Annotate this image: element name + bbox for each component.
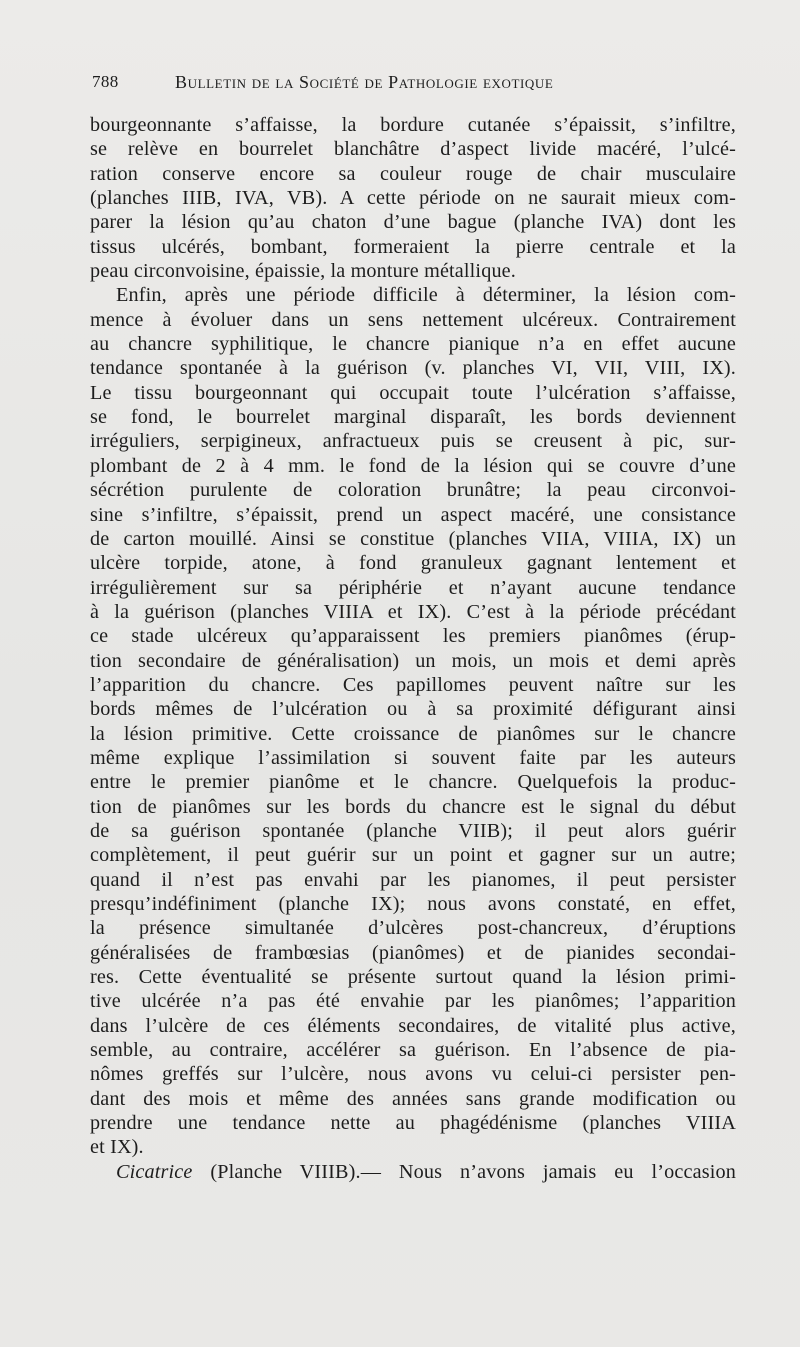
text-line: Enfin, après une période difficile à déterminer, la lésion com- [116, 284, 736, 307]
text-line: entre le premier pianôme et le chancre. Quelquefois la produc- [90, 771, 736, 794]
text-line: tendance spontanée à la guérison (v. planches VI, VII, VIII, IX). [90, 357, 736, 380]
text-line: (planches IIIB, IVA, VB). A cette période on ne saurait mieux com- [90, 187, 736, 210]
text-line: tissus ulcérés, bombant, formeraient la pierre centrale et la [90, 235, 736, 258]
text-line: semble, au contraire, accélérer sa guérison. En l’absence de pia- [90, 1039, 736, 1062]
text-line: plombant de 2 à 4 mm. le fond de la lésion qui se couvre d’une [90, 454, 736, 477]
text-line: au chancre syphilitique, le chancre pianique n’a en effet aucune [90, 333, 736, 356]
page-number: 788 [92, 72, 119, 91]
text-line: complètement, il peut guérir sur un point et gagner sur un autre; [90, 844, 736, 867]
text-line: tion de pianômes sur les bords du chancre est le signal du début [90, 795, 736, 818]
text-line: la lésion primitive. Cette croissance de pianômes sur le chancre [90, 722, 736, 745]
running-title: Bulletin de la Société de Pathologie exotique [175, 72, 554, 92]
text-line: nômes greffés sur l’ulcère, nous avons vu celui-ci persister pen- [90, 1063, 736, 1086]
text-line: dans l’ulcère de ces éléments secondaires, de vitalité plus active, [90, 1014, 736, 1037]
section-heading-cicatrice: Cicatrice [116, 1160, 193, 1183]
text-line: parer la lésion qu’au chaton d’une bague (planche IVA) dont les [90, 211, 736, 234]
text-line: ce stade ulcéreux qu’apparaissent les premiers pianômes (érup- [90, 625, 736, 648]
page-header [92, 72, 742, 100]
text-line: tive ulcérée n’a pas été envahie par les pianômes; l’apparition [90, 990, 736, 1013]
text-line: se fond, le bourrelet marginal disparaît, les bords deviennent [90, 406, 736, 429]
text-line: irrégulièrement sur sa périphérie et n’ayant aucune tendance [90, 576, 736, 599]
text-line: res. Cette éventualité se présente surtout quand la lésion primi- [90, 966, 736, 989]
text-line: quand il n’est pas envahi par les pianomes, il peut persister [90, 868, 736, 891]
text-line: prendre une tendance nette au phagédénisme (planches VIIIA [90, 1112, 736, 1135]
text-line: ration conserve encore sa couleur rouge de chair musculaire [90, 162, 736, 185]
text-line: même explique l’assimilation si souvent faite par les auteurs [90, 746, 736, 769]
text-line: ulcère torpide, atone, à fond granuleux gagnant lentement et [90, 552, 736, 575]
text-line [90, 1160, 736, 1184]
text-line: se relève en bourrelet blanchâtre d’aspect livide macéré, l’ulcé- [90, 138, 736, 161]
text-line-rest: (Planche VIIIB).— Nous n’avons jamais eu l’occasion [192, 1160, 736, 1183]
text-line: bords mêmes de l’ulcération ou à sa proximité défigurant ainsi [90, 698, 736, 721]
text-line: tion secondaire de généralisation) un mois, un mois et demi après [90, 649, 736, 672]
text-line: bourgeonnante s’affaisse, la bordure cutanée s’épaissit, s’infiltre, [90, 114, 736, 136]
text-line: presqu’indéfiniment (planche IX); nous avons constaté, en effet, [90, 893, 736, 915]
text-line: sécrétion purulente de coloration brunâtre; la peau circonvoi- [90, 479, 736, 502]
text-line: de carton mouillé. Ainsi se constitue (planches VIIA, VIIIA, IX) un [90, 527, 736, 550]
text-line: irréguliers, serpigineux, anfractueux puis se creusent à pic, sur- [90, 430, 736, 453]
text-line: la présence simultanée d’ulcères post-chancreux, d’éruptions [90, 917, 736, 940]
text-line: Le tissu bourgeonnant qui occupait toute l’ulcération s’affaisse, [90, 381, 736, 404]
text-line: et IX). [90, 1136, 144, 1159]
text-line: l’apparition du chancre. Ces papillomes peuvent naître sur les [90, 673, 736, 696]
text-line: généralisées de frambœsias (pianômes) et de pianides secondai- [90, 941, 736, 964]
body-text [90, 113, 736, 1184]
text-line: mence à évoluer dans un sens nettement ulcéreux. Contrairement [90, 308, 736, 331]
text-line: de sa guérison spontanée (planche VIIB); il peut alors guérir [90, 819, 736, 842]
text-line: sine s’infiltre, s’épaissit, prend un aspect macéré, une consistance [90, 503, 736, 526]
text-line: dant des mois et même des années sans grande modification ou [90, 1087, 736, 1110]
text-line: à la guérison (planches VIIIA et IX). C’est à la période précédant [90, 600, 736, 623]
text-line: peau circonvoisine, épaissie, la monture métallique. [90, 260, 516, 283]
